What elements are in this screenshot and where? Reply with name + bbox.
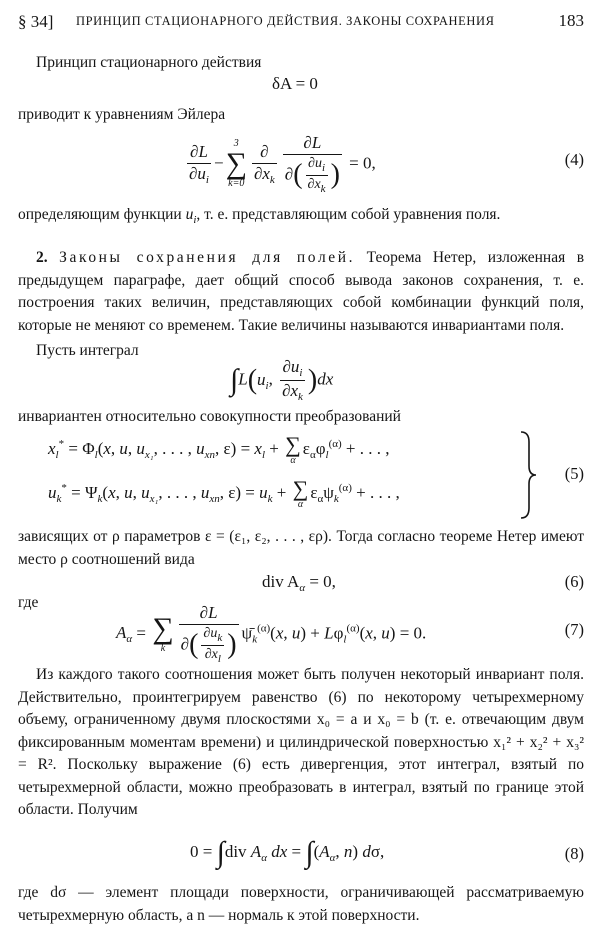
paragraph-derivation: Из каждого такого соотношения может быть получен некоторый инвариант поля. Действительно, проинтегрируем равенство (6) по некоторому четырехмерному объему, ограниченному двумя плоскостями x₀ = a и x₀ = b (т. е. отвечающим двум фиксированным моментам времени) и цилиндрической поверхностью x₁² + x₂² + x₃² = R². Поскольку выражение (6) есть дивергенция, этот интеграл, взятый по четырехмерной области, можно преобразовать в интеграл, взятый по границе этой области. Получим: [18, 666, 584, 818]
equation-7-number: (7): [564, 620, 584, 639]
equation-4-formula: $\frac{\partial L}{\partial u_i}$ − 3 ∑ k=0 $\frac{\partial}{\partial x_k}$ ∂L ∂( $\frac{\partial u_i}{\partial x_k}$ ) = 0,: [189, 133, 376, 195]
paragraph-functions-a: определяющим функции: [18, 206, 186, 223]
equation-7-formula: $A_\alpha$ = ∑ k ∂L ∂( $\frac{\partial u_k}{\partial x_l}$ ) $\psī_k^{(\alpha)}(x$, $u) + L\varphi_l^{(\alpha)}(x$, u) = 0.: [116, 603, 427, 665]
equation-action-text: δA = 0: [272, 74, 318, 93]
paragraph-functions-b: , т. е. представляющим собой уравнения поля.: [196, 206, 501, 223]
paragraph-invariant: инвариантен относительно совокупности преобразований: [18, 408, 401, 425]
page-header: [18, 8, 584, 34]
equation-6-formula: [262, 572, 336, 594]
equation-6-number: (6): [564, 572, 584, 591]
equation-5-number: (5): [564, 464, 584, 483]
equation-7: [18, 604, 584, 664]
var-u: u: [185, 206, 194, 223]
equation-8: [18, 836, 584, 876]
equation-4-number: (4): [564, 150, 584, 169]
page-number: 183: [558, 11, 584, 30]
section-body: Теорема Нетер, изложенная в предыдущем параграфе, дает общий способ вывода законов сохранения, т. е. построения таких величин, представляющих собой комбинации функций поля, которые не меняют со временем. Такие величины называются инвариантами поля.: [18, 249, 585, 334]
equation-5-line-2: $u_k^* = \Psi_k(x$, u, $u_{x_1}$, . . . , $u_{xn}$, $\varepsilon) = u_k$ + ∑ α $\varepsilon_\alpha\psi_k^{(\alpha)}$ + . . . ,: [48, 476, 400, 510]
section-number: 2.: [36, 249, 48, 266]
equation-5: [18, 430, 584, 522]
header-section: § 34]: [18, 12, 54, 31]
paragraph-euler: приводит к уравнениям Эйлера: [18, 106, 226, 123]
right-brace: [518, 430, 538, 520]
section-heading: Законы сохранения для полей.: [59, 249, 356, 266]
equation-8-formula: 0 = ∫div $A_\alpha$ dx = $\int(A_\alpha$, n) dσ,: [190, 836, 385, 869]
equation-integral: [18, 358, 584, 408]
paragraph-surface: где dσ — элемент площади поверхности, ограничивающей рассматриваемую четырехмерную область, а n — нормаль к этой поверхности.: [18, 884, 584, 924]
paragraph-integral: Пусть интеграл: [36, 342, 139, 359]
equation-action: [18, 74, 584, 98]
equation-6-sub: α: [299, 582, 306, 594]
equation-integral-formula: $\int L(u_i$, $\frac{\partial u_i}{\partial x_k}$ )dx: [230, 357, 334, 404]
equation-5-line-1: $x_l^* = \Phi_l(x$, u, $u_{x_1}$, . . . , $u_{xn}$, $\varepsilon) = x_l$ + ∑ α $\varepsilon_\alpha\varphi_l^{(\alpha)}$ + . . . ,: [48, 432, 390, 466]
paragraph-functions: [18, 204, 584, 232]
equation-4: [18, 132, 584, 198]
paragraph-parameters: зависящих от ρ параметров ε = (ε₁, ε₂, . . . , ερ). Тогда согласно теореме Нетер имеют место ρ соотношений вида: [18, 528, 584, 568]
header-title: ПРИНЦИП СТАЦИОНАРНОГО ДЕЙСТВИЯ. ЗАКОНЫ СОХРАНЕНИЯ: [76, 14, 495, 28]
paragraph-conservation-laws: [18, 247, 584, 337]
paragraph-where: где: [18, 594, 39, 611]
equation-6-div: div A: [262, 572, 300, 591]
equation-8-number: (8): [564, 844, 584, 863]
equation-6-rest: = 0,: [305, 572, 336, 591]
var-u-sub: i: [193, 214, 197, 226]
paragraph-stationary-action: Принцип стационарного действия: [36, 54, 262, 71]
